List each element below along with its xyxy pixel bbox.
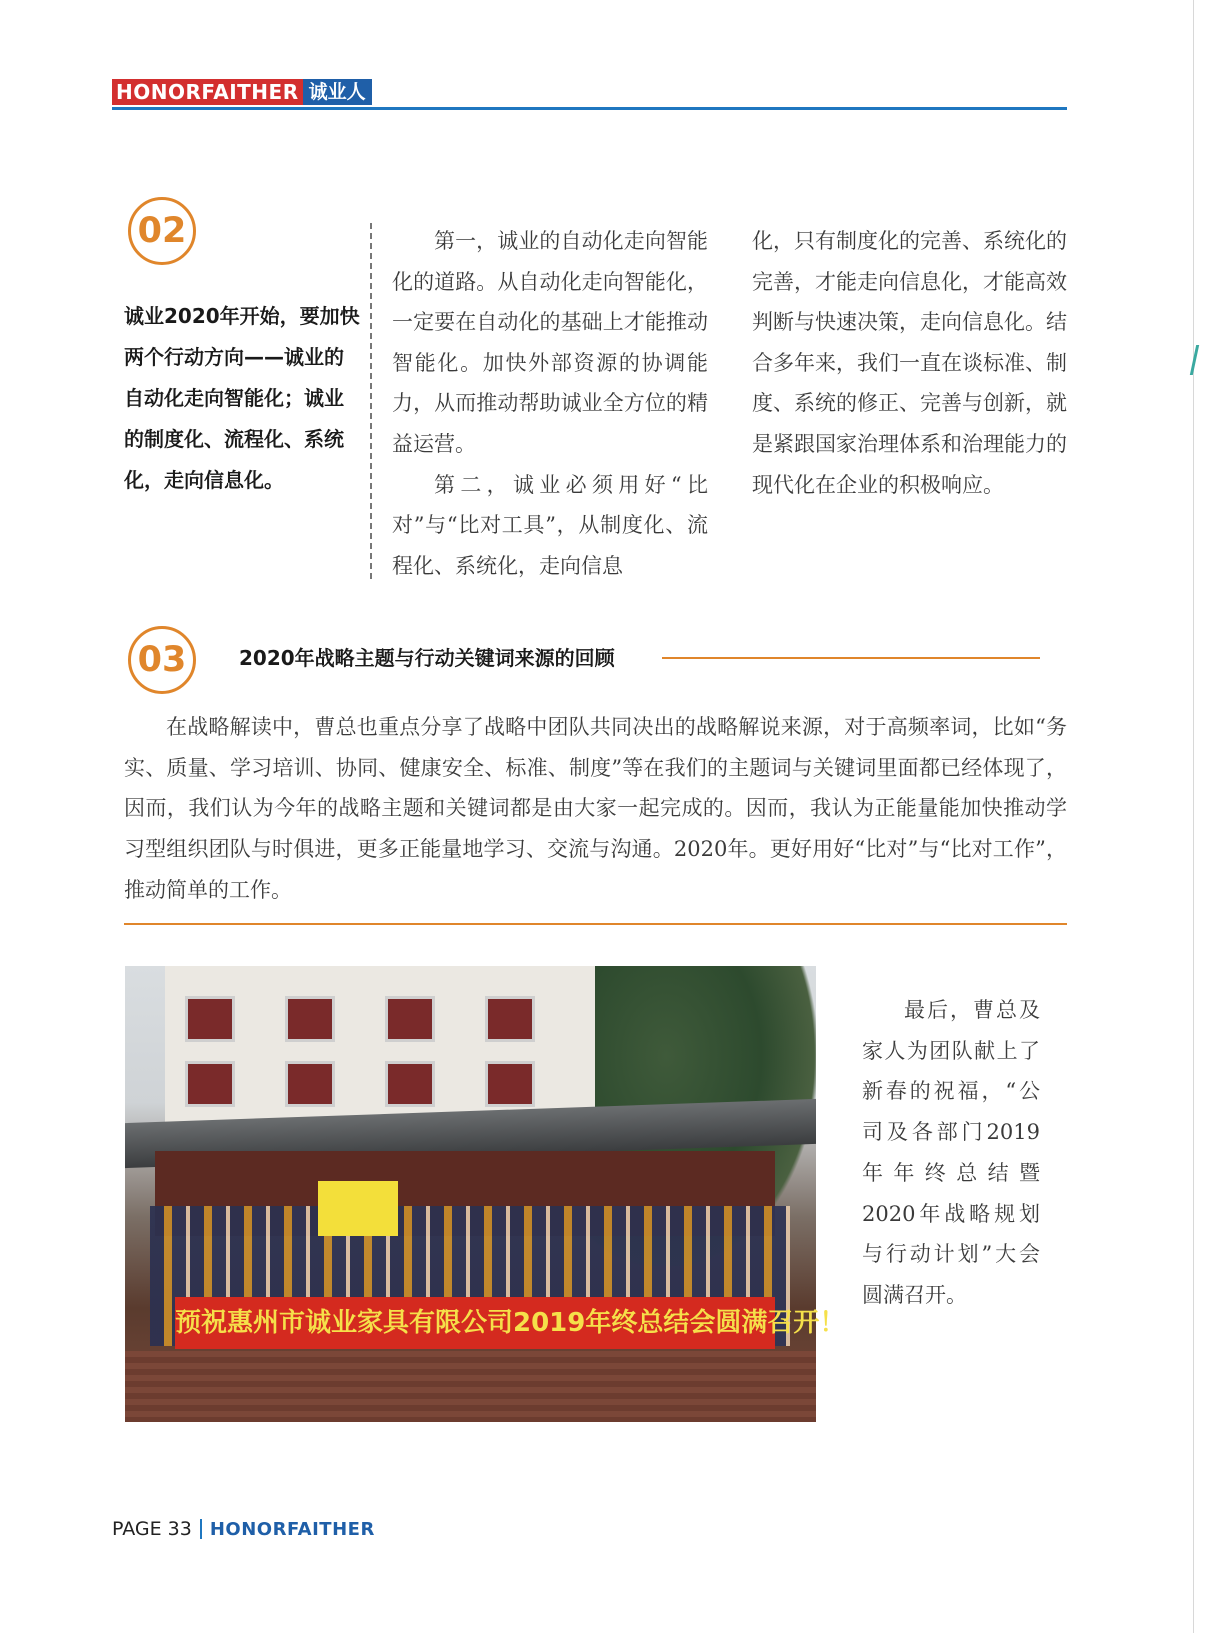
dashed-divider (370, 223, 372, 579)
photo-company-sign (318, 1181, 398, 1236)
section3-title: 2020年战略主题与行动关键词来源的回顾 (239, 646, 615, 670)
section-number-02: 02 (128, 197, 196, 265)
section2-col1-para2: 第二，诚业必须用好“比对”与“比对工具”，从制度化、流程化、系统化，走向信息 (392, 472, 708, 578)
section2-column-2 (752, 221, 1067, 505)
photo-window (185, 996, 235, 1042)
photo-window (285, 996, 335, 1042)
photo-window (385, 1061, 435, 1107)
section3-paragraph: 在战略解读中，曹总也重点分享了战略中团队共同决出的战略解说来源，对于高频率词，比如“务实、质量、学习培训、协同、健康安全、标准、制度”等在我们的主题词与关键词里面都已经体现了，因而，我们认为今年的战略主题和关键词都是由大家一起完成的。因而，我认为正能量能加快推动学习型组织团队与时俱进，更多正能量地学习、交流与沟通。2020年。更好用好“比对”与“比对工作”，推动简单的工作。 (124, 715, 1067, 902)
photo-window (185, 1061, 235, 1107)
photo-floor (125, 1351, 816, 1422)
page-number: PAGE 33 (112, 1518, 192, 1540)
photo-banner: 预祝惠州市诚业家具有限公司2019年终总结会圆满召开！ (175, 1297, 775, 1349)
brand-english: HONORFAITHER (112, 79, 303, 105)
header-brand (112, 79, 372, 105)
header-rule (112, 107, 1067, 110)
footer (112, 1515, 375, 1543)
closing-text: 最后，曹总及家人为团队献上了新春的祝福，“公司及各部门2019年年终总结暨2020年战略规划与行动计划”大会圆满召开。 (862, 998, 1040, 1307)
photo-window (485, 1061, 535, 1107)
section-divider (124, 923, 1067, 925)
group-photo (125, 966, 846, 1422)
section2-col2-para1: 化，只有制度化的完善、系统化的完善，才能走向信息化，才能高效判断与快速决策，走向信息化。结合多年来，我们一直在谈标准、制度、系统的修正、完善与创新，就是紧跟国家治理体系和治理能力的现代化在企业的积极响应。 (752, 229, 1067, 497)
footer-brand: HONORFAITHER (209, 1518, 375, 1540)
page-edge-line (1193, 0, 1194, 1633)
section3-title-rule (662, 657, 1040, 659)
section-number-03: 03 (128, 626, 196, 694)
section2-column-1 (392, 221, 708, 586)
photo-window (385, 996, 435, 1042)
footer-divider (200, 1519, 202, 1539)
section2-lead: 诚业2020年开始，要加快两个行动方向——诚业的自动化走向智能化；诚业的制度化、流程化、系统化，走向信息化。 (124, 304, 360, 492)
photo-window (285, 1061, 335, 1107)
brand-chinese: 诚业人 (303, 79, 372, 105)
section2-col1-para1: 第一，诚业的自动化走向智能化的道路。从自动化走向智能化，一定要在自动化的基础上才能推动智能化。加快外部资源的协调能力，从而推动帮助诚业全方位的精益运营。 (392, 229, 708, 456)
photo-window (485, 996, 535, 1042)
